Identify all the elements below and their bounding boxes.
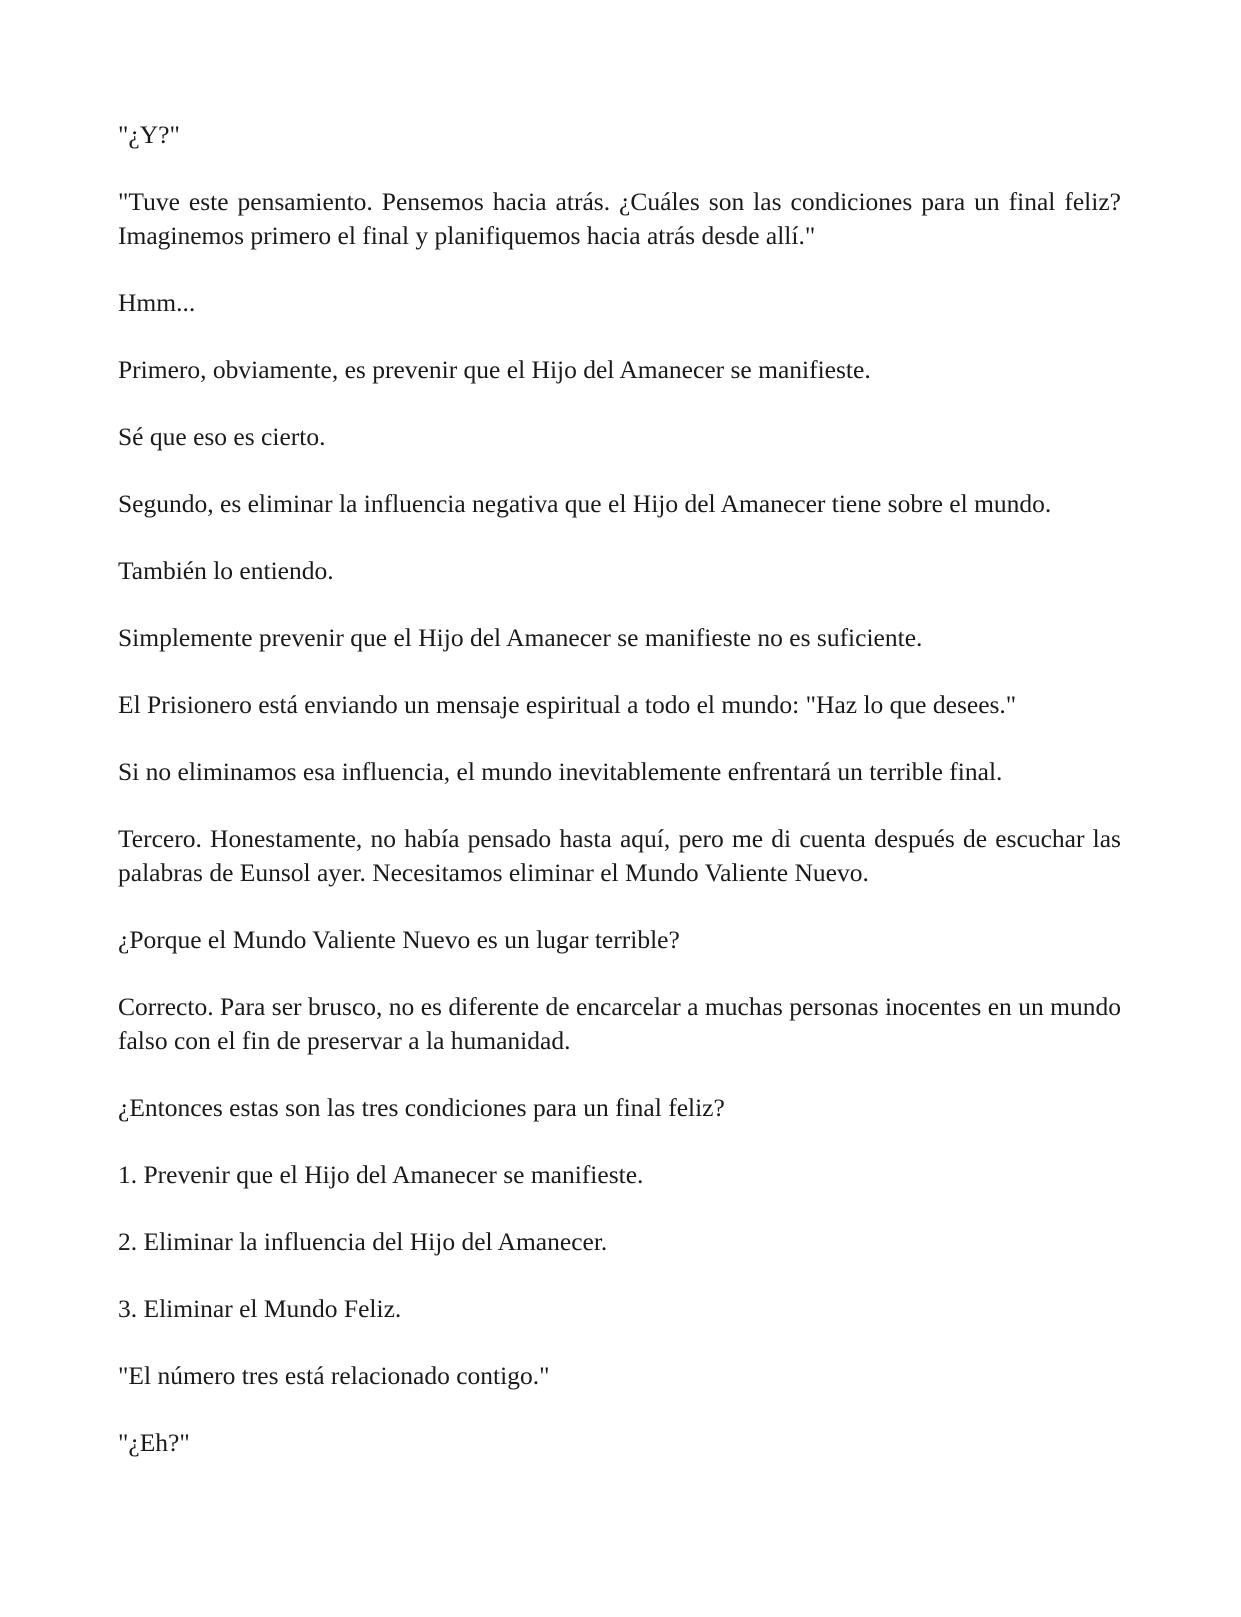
paragraph: Si no eliminamos esa influencia, el mundo inevitablemente enfrentará un terrible final. xyxy=(118,757,1003,786)
list-item: 2. Eliminar la influencia del Hijo del Amanecer. xyxy=(118,1227,608,1256)
paragraph: También lo entiendo. xyxy=(118,556,334,585)
text-column xyxy=(118,118,1121,1493)
paragraph: Simplemente prevenir que el Hijo del Amanecer se manifieste no es suficiente. xyxy=(118,623,923,652)
paragraph: Primero, obviamente, es prevenir que el Hijo del Amanecer se manifieste. xyxy=(118,355,871,384)
paragraph: Segundo, es eliminar la influencia negativa que el Hijo del Amanecer tiene sobre el mundo. xyxy=(118,489,1052,518)
list-item: 1. Prevenir que el Hijo del Amanecer se manifieste. xyxy=(118,1160,644,1189)
paragraph: "¿Y?" xyxy=(118,120,180,149)
paragraph: ¿Porque el Mundo Valiente Nuevo es un lugar terrible? xyxy=(118,925,680,954)
paragraph: Sé que eso es cierto. xyxy=(118,422,326,451)
paragraph: Tercero. Honestamente, no había pensado hasta aquí, pero me di cuenta después de escuchar las palabras de Eunsol ayer. Necesitamos eliminar el Mundo Valiente Nuevo. xyxy=(118,824,1121,887)
list-item: 3. Eliminar el Mundo Feliz. xyxy=(118,1294,402,1323)
paragraph: ¿Entonces estas son las tres condiciones para un final feliz? xyxy=(118,1093,725,1122)
paragraph: "¿Eh?" xyxy=(118,1428,190,1457)
paragraph: "Tuve este pensamiento. Pensemos hacia atrás. ¿Cuáles son las condiciones para un final feliz? Imaginemos primero el final y planifiquemos hacia atrás desde allí." xyxy=(118,187,1121,250)
paragraph: Correcto. Para ser brusco, no es diferente de encarcelar a muchas personas inocentes en un mundo falso con el fin de preservar a la humanidad. xyxy=(118,992,1121,1055)
paragraph: El Prisionero está enviando un mensaje espiritual a todo el mundo: "Haz lo que desees." xyxy=(118,690,1017,719)
paragraph: "El número tres está relacionado contigo." xyxy=(118,1361,550,1390)
paragraph: Hmm... xyxy=(118,288,196,317)
